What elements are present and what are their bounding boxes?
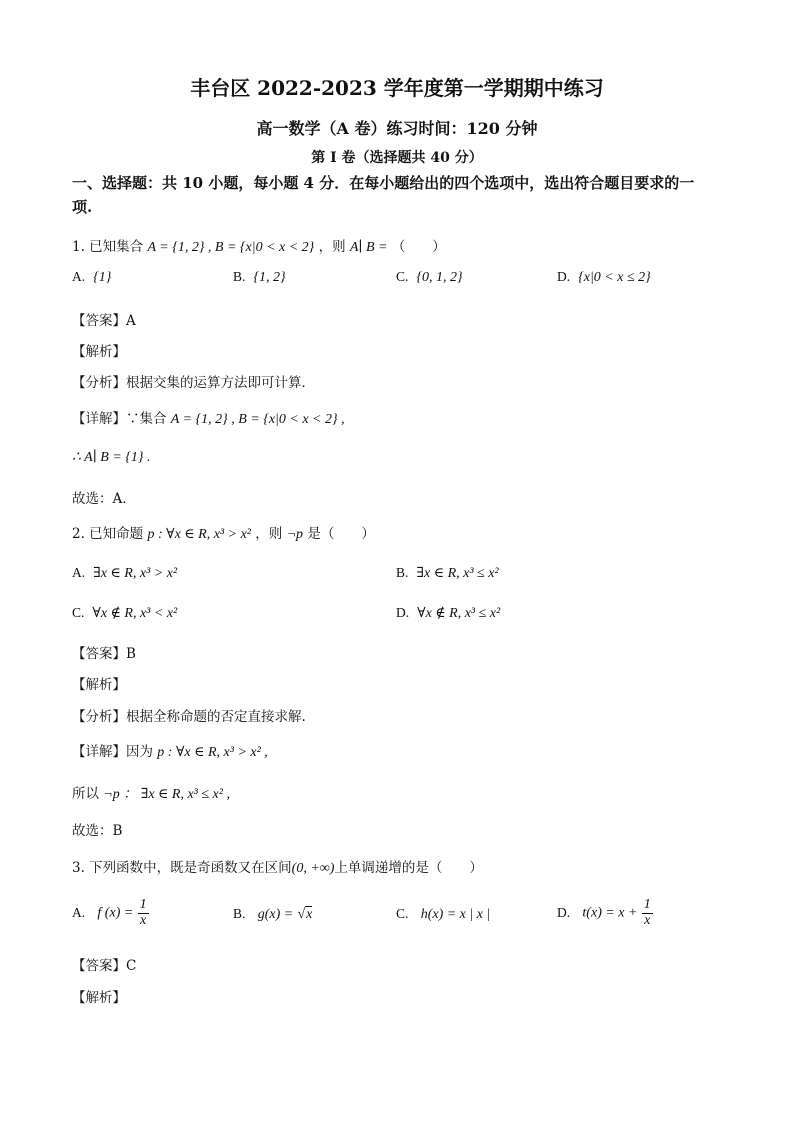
q1-option-d-text: {x|0 < x ≤ 2} — [578, 270, 651, 285]
q3-option-c-text: h(x) = x | x | — [420, 907, 491, 922]
q2-option-b-text: ∃x ∈ R, x³ ≤ x² — [416, 566, 499, 581]
question-2-stem — [72, 522, 375, 543]
q2-analysis-head: 【解析】 — [72, 677, 126, 693]
q3-answer: 【答案】C — [72, 958, 137, 974]
q3-option-d-label: D. — [557, 904, 571, 920]
q3-option-a — [72, 898, 149, 928]
q2-answer: 【答案】B — [72, 646, 136, 662]
q2-option-a-text: ∃x ∈ R, x³ > x² — [93, 566, 178, 581]
q3-option-b-radicand: x — [306, 907, 313, 922]
q3-stem-suffix: 上单调递增的是（ ） — [334, 860, 483, 876]
q2-detail2-prefix: 所以 — [72, 786, 99, 802]
q2-detail2-math: ¬p ： ∃x ∈ R, x³ ≤ x² , — [103, 787, 230, 802]
q3-option-b-lhs: g(x) = — [257, 907, 294, 922]
q1-stem-prefix: 1. 已知集合 — [72, 239, 144, 255]
q1-option-c-text: {0, 1, 2} — [416, 270, 463, 285]
q3-analysis-head: 【解析】 — [72, 990, 126, 1006]
question-1-stem — [72, 235, 446, 256]
q1-detail — [72, 407, 345, 428]
q3-stem-prefix: 3. 下列函数中，既是奇函数又在区间 — [72, 860, 292, 876]
q2-option-c — [72, 605, 177, 622]
q1-option-c — [396, 269, 463, 286]
sqrt-icon: √ — [297, 907, 306, 922]
q3-option-c-label: C. — [396, 906, 409, 921]
q2-analysis: 【分析】根据全称命题的否定直接求解. — [72, 709, 306, 725]
q3-option-d-fraction — [642, 898, 653, 928]
page-title: 丰台区 2022-2023 学年度第一学期期中练习 — [190, 76, 604, 100]
q2-detail-2 — [72, 782, 230, 803]
q2-choose: 故选：B — [72, 823, 123, 839]
q1-option-a-text: {1} — [93, 270, 112, 285]
q1-stem-math: A = {1, 2} , B = {x|0 < x < 2} — [147, 240, 315, 255]
q1-option-b-label: B. — [233, 269, 246, 284]
q1-option-c-label: C. — [396, 269, 409, 284]
q3-option-a-fraction — [138, 898, 149, 928]
q1-choose: 故选：A． — [72, 491, 136, 507]
q3-option-d-lhs: t(x) = x + — [582, 905, 638, 921]
q2-stem-math2: ¬p — [286, 527, 304, 542]
q2-detail-prefix: 【详解】因为 — [72, 744, 153, 760]
q1-option-a — [72, 269, 111, 286]
q1-option-d-label: D. — [557, 269, 571, 284]
q3-option-b — [233, 906, 312, 923]
q2-detail-math: p : ∀x ∈ R, x³ > x² , — [157, 745, 268, 760]
q2-option-a — [72, 565, 177, 582]
q2-stem-prefix: 2. 已知命题 — [72, 526, 144, 542]
question-3-stem — [72, 856, 483, 877]
q1-answer: 【答案】A — [72, 313, 136, 329]
q2-detail — [72, 740, 268, 761]
q3-option-a-label: A. — [72, 904, 86, 920]
q1-option-b-text: {1, 2} — [253, 270, 286, 285]
q3-option-d — [557, 898, 653, 928]
q1-option-a-label: A. — [72, 269, 86, 284]
q2-option-d — [396, 605, 500, 622]
q2-stem-mid: ，则 — [255, 526, 283, 542]
section-title: 第 I 卷（选择题共 40 分） — [311, 150, 483, 166]
q2-option-c-label: C. — [72, 605, 85, 620]
q1-stem-math2: A∣ B = — [349, 240, 388, 255]
q2-stem-suffix: 是（ ） — [307, 526, 375, 542]
q2-option-d-label: D. — [396, 605, 410, 620]
q3-option-d-numerator: 1 — [643, 897, 651, 912]
q2-option-d-text: ∀x ∉ R, x³ ≤ x² — [417, 606, 501, 621]
q1-stem-suffix: （ ） — [391, 239, 446, 255]
q1-stem-mid: ，则 — [318, 239, 346, 255]
instruction-line-2: 项. — [72, 198, 93, 216]
q1-detail-2: ∴ A∣ B = {1} . — [72, 450, 151, 465]
q1-option-b — [233, 269, 286, 286]
q1-option-d — [557, 269, 651, 286]
q2-option-b — [396, 565, 499, 582]
q3-stem-math: (0, +∞) — [291, 861, 335, 876]
q3-option-d-denominator: x — [644, 912, 651, 928]
q2-option-b-label: B. — [396, 565, 409, 580]
page-subtitle: 高一数学（A 卷）练习时间：120 分钟 — [256, 119, 538, 138]
q2-option-a-label: A. — [72, 565, 86, 580]
q1-analysis: 【分析】根据交集的运算方法即可计算． — [72, 375, 315, 391]
q2-option-c-text: ∀x ∉ R, x³ < x² — [92, 606, 178, 621]
q3-option-a-lhs: f (x) = — [97, 905, 134, 921]
q3-option-c — [396, 906, 490, 923]
q3-option-a-denominator: x — [139, 912, 147, 928]
q3-option-b-label: B. — [233, 906, 246, 921]
instruction-line-1: 一、选择题：共 10 小题，每小题 4 分．在每小题给出的四个选项中，选出符合题目要求的一 — [72, 174, 695, 192]
q2-stem-math: p : ∀x ∈ R, x³ > x² — [147, 527, 251, 542]
q1-detail-math: A = {1, 2} , B = {x|0 < x < 2} , — [170, 412, 345, 427]
q1-analysis-head: 【解析】 — [72, 344, 126, 360]
q1-detail-prefix: 【详解】∵集合 — [72, 411, 167, 427]
q3-option-a-numerator: 1 — [139, 897, 147, 912]
